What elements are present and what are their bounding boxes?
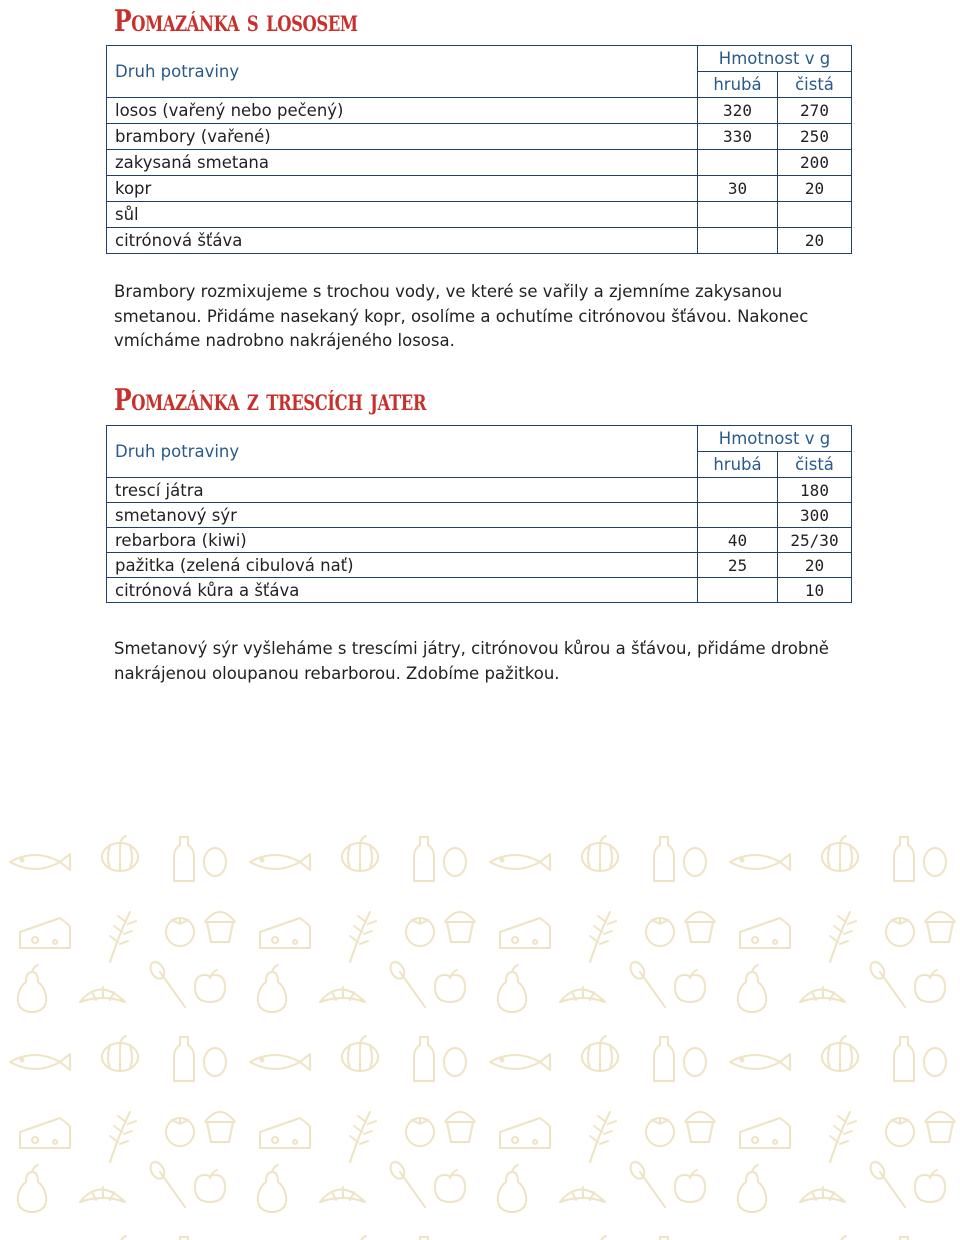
col-header-ingredient: Druh potraviny — [107, 426, 698, 478]
table-row — [107, 98, 852, 124]
ingredient-name: losos (vařený nebo pečený) — [107, 98, 698, 124]
ingredient-name: citrónová šťáva — [107, 228, 698, 254]
ingredient-net: 250 — [778, 124, 852, 150]
ingredient-net: 180 — [778, 478, 852, 503]
ingredient-name: citrónová kůra a šťáva — [107, 578, 698, 603]
ingredient-net: 270 — [778, 98, 852, 124]
table-row — [107, 124, 852, 150]
ingredient-net: 200 — [778, 150, 852, 176]
table-row — [107, 202, 852, 228]
ingredient-net: 300 — [778, 503, 852, 528]
recipe-instructions-salmon: Brambory rozmixujeme s trochou vody, ve které se vařily a zjemníme zakysanou smetanou. Přidáme nasekaný kopr, osolíme a ochutíme citrónovou šťávou. Nakonec vmícháme nadrobno nakrájeného lososa. — [114, 282, 809, 350]
col-header-gross: hrubá — [698, 72, 778, 98]
ingredient-name: brambory (vařené) — [107, 124, 698, 150]
ingredient-net: 20 — [778, 176, 852, 202]
ingredient-gross: 330 — [698, 124, 778, 150]
ingredients-table-salmon — [106, 45, 852, 254]
table-row — [107, 503, 852, 528]
ingredient-net: 20 — [778, 553, 852, 578]
ingredient-gross: 40 — [698, 528, 778, 553]
ingredient-name: smetanový sýr — [107, 503, 698, 528]
ingredient-name: sůl — [107, 202, 698, 228]
ingredient-gross — [698, 202, 778, 228]
ingredient-net: 20 — [778, 228, 852, 254]
ingredient-gross: 25 — [698, 553, 778, 578]
table-row — [107, 228, 852, 254]
ingredient-name: pažitka (zelená cibulová nať) — [107, 553, 698, 578]
ingredient-name: zakysaná smetana — [107, 150, 698, 176]
col-header-net: čistá — [778, 452, 852, 478]
ingredient-name: trescí játra — [107, 478, 698, 503]
col-header-net: čistá — [778, 72, 852, 98]
ingredient-net: 10 — [778, 578, 852, 603]
col-header-gross: hrubá — [698, 452, 778, 478]
ingredient-net: 25/30 — [778, 528, 852, 553]
recipe-title-cod-liver: Pomazánka z trescích jater — [114, 383, 427, 418]
col-header-weight: Hmotnost v g — [698, 46, 852, 72]
ingredient-gross — [698, 578, 778, 603]
table-row — [107, 478, 852, 503]
table-row — [107, 578, 852, 603]
ingredient-gross — [698, 503, 778, 528]
food-doodle-pattern — [0, 822, 960, 1240]
col-header-weight: Hmotnost v g — [698, 426, 852, 452]
table-row — [107, 176, 852, 202]
recipe-instructions-cod-liver: Smetanový sýr vyšleháme s trescími játry, citrónovou kůrou a šťávou, přidáme drobně nakrájenou oloupanou rebarborou. Zdobíme pažitkou. — [114, 639, 829, 683]
ingredient-name: kopr — [107, 176, 698, 202]
ingredient-gross: 320 — [698, 98, 778, 124]
ingredient-gross — [698, 228, 778, 254]
table-row — [107, 150, 852, 176]
table-row — [107, 553, 852, 578]
ingredient-net — [778, 202, 852, 228]
ingredients-table-cod-liver — [106, 425, 852, 603]
table-row — [107, 528, 852, 553]
ingredient-gross — [698, 150, 778, 176]
col-header-ingredient: Druh potraviny — [107, 46, 698, 98]
ingredient-name: rebarbora (kiwi) — [107, 528, 698, 553]
ingredient-gross: 30 — [698, 176, 778, 202]
recipe-title-salmon: Pomazánka s lososem — [114, 4, 358, 39]
ingredient-gross — [698, 478, 778, 503]
